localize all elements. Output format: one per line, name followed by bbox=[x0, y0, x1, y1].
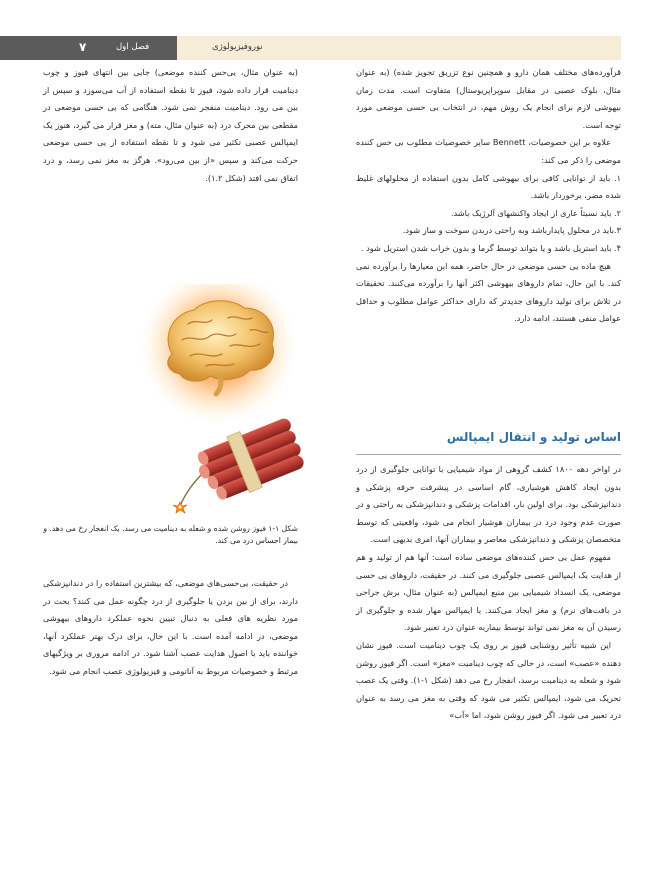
paragraph: در اواخر دهه ۱۸۰۰ کشف گروهی از مواد شیمیایی با توانایی جلوگیری از درد بدون ایجاد کاهش هوشیاری، گام اساسی در پیشرفت حرفه پزشکی و دندانپزشکی بود. برای اولین بار، اقدامات پزشکی و دندانپزشکی به راحتی و در صورت عدم وجود درد در بیماران هوشیار انجام می شود، واقعیتی که توسط متخصصان پزشکی و دندانپزشکی معاصر و بیماران آنها، امری بدیهی است. bbox=[356, 464, 621, 545]
section-divider bbox=[356, 454, 621, 455]
header-dark-band bbox=[0, 36, 177, 60]
paragraph: مفهوم عمل یی حس کننده‌های موضعی ساده است: آنها هم از تولید و هم از هدایت یک ایمپالس عصبی جلوگیری می کنند. در حقیقت، داروهای یی حسی موضعی، یک انسداد شیمیایی بین منبع ایمپالس (به عنوان مثال، برش جراحی در بافت‌های نرم) و مغز ایجاد می‌کنند. یا ایمپالس مهار شده و جلوگیری از رسیدن آن به مغز نمی تواند توسط بیماربه عنوان درد تعبیر شود. bbox=[356, 551, 621, 633]
fuse bbox=[180, 472, 204, 506]
paragraph: هیچ ماده یی حسی موضعی در حال حاضر، همه این معیارها را برآورده نمی کند. با این حال، تمام داروهای بیهوشی اکثر آنها را برآورده می‌کنند. تحقیقات در تلاش برای تولید داروهای جدیدتر که دارای حداکثر عوامل مطلوب و حداقل عوامل منفی هستند، ادامه دارد. bbox=[356, 260, 621, 324]
paragraph: قرآورده‌های مختلف همان دارو و همچنین نوع تزریق تجویز شده) (به عنوان مثال، بلوک عصبی در مقابل سوپراپریوستال) متفاوت است. مدت زمان بیهوشی لازم برای انجام یک روش مهم، در انتخاب بی حسی موضعی مورد توجه است. bbox=[356, 67, 621, 130]
section-body bbox=[356, 461, 621, 725]
list-item: ۲. باید نسبتاً عاری از ایجاد واکنشهای آلرژیک باشد. bbox=[450, 207, 621, 218]
figure-caption: شکل ۱-۱ فیوز روشن شده و شعله به دینامیت می رسد. یک انفجار رخ می دهد. و بیمار احساس درد می کند. bbox=[43, 524, 298, 545]
section-title: اساس تولید و انتقال ایمپالس bbox=[446, 430, 621, 444]
list-item: ۴. باید استریل باشد و یا بتواند توسط گرما و بدون خراب شدن استریل شود . bbox=[360, 242, 621, 253]
page-header bbox=[0, 36, 663, 60]
paragraph: علاوه بر این خصوصیات، Bennett سایر خصوصیات مطلوب بی حس کننده موضعی را ذکر می کند: bbox=[356, 137, 621, 165]
left-column-bottom bbox=[43, 575, 298, 681]
brain-dynamite-illustration bbox=[110, 284, 330, 520]
paragraph: این شبیه تأثیر روشنایی فیوز بر روی یک چوب دینامیت است. فیوز نشان دهنده «عصب» است، در حالی که چوب دینامیت «مغز» است. اگر فیوز روشن شود و شعله به دینامیت برسد، انفجار رخ می دهد (شکل ۱-۱). وقتی یک عصب تحریک می شود، ایمپالس تکثیر می شود که وقتی به مغز می رسد به عنوان درد تعبیر می شود. اگر فیوز روشن شود، اما «آب» bbox=[356, 639, 621, 721]
right-column bbox=[356, 64, 621, 328]
paragraph: (به عنوان مثال، یی‌حس کننده موضعی) جایی بین انتهای فیوز و چوب دینامیت قرار داده شود، فیوز تا نقطه استفاده از آب می‌سوزد و سپس از بین می رود. دینامیت منفجر نمی شود. هنگامی که یی حسی موضعی در مقطعی بین محرک درد (به عنوان مثال، مته) و مغز قرار می گیرد، هنوز یک ایمپالس عصبی تکثیر می شود و تا نقطه استفاده از یی حسی موضعی حرکت می‌کند و سپس «از بین می‌رود». هرگز به مغز نمی رسد، و درد اتفاق نمی افتد (شکل ۱.۲). bbox=[43, 67, 298, 183]
page-number: ۷ bbox=[79, 40, 87, 54]
list-item: ۱. باید از توانایی کافی برای بیهوشی کامل بدون استفاده از محلولهای غلیظ شده مضر، برخوردار باشد. bbox=[356, 172, 621, 201]
list-item: ۳.باید در محلول پایدارباشد وبه راحتی دربدن سوخت و ساز شود. bbox=[402, 225, 621, 236]
figure-brain-dynamite bbox=[110, 284, 330, 520]
book-title: نوروفیزیولوژی bbox=[212, 42, 263, 52]
left-column bbox=[43, 64, 298, 187]
chapter-label: فصل اول bbox=[116, 42, 150, 52]
paragraph: در حقیقت، یی‌حسی‌های موضعی، که بیشترین استفاده را در دندانپزشکی دارند، برای از بین بردن یا جلوگیری از درد چگونه عمل می کنند؟ بحث در مورد نظریه های فعلی به دنبال تبیین نحوه عملکرد داروهای بیهوشی موضعی، در ادامه آمده است. با این حال، برای درک بهتر عملکرد آنها، خواننده باید با اصول هدایت عصب آشنا شود. در ادامه مروری بر ویژگیهای مرتبط و خصوصیات مربوط به آناتومی و فیزیولوژی عصب انجام می شود. bbox=[43, 578, 298, 676]
spark-icon bbox=[173, 502, 187, 513]
